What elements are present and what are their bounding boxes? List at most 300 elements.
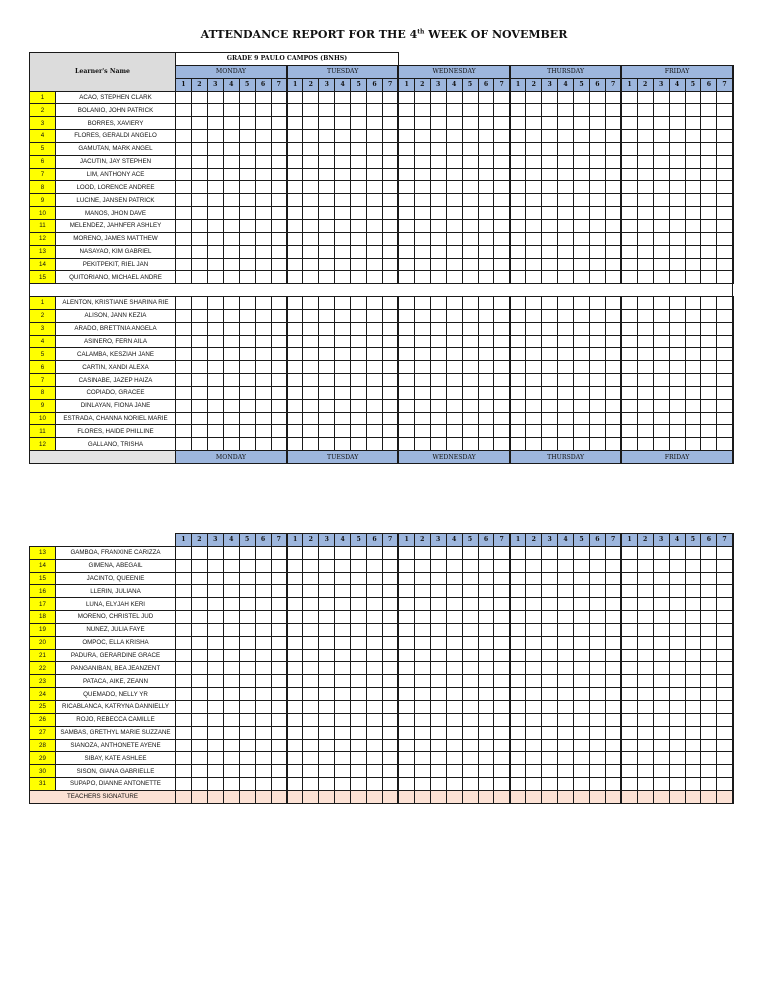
attendance-cell[interactable] <box>621 361 637 374</box>
attendance-cell[interactable] <box>637 258 653 271</box>
attendance-cell[interactable] <box>382 194 398 207</box>
attendance-cell[interactable] <box>478 117 494 130</box>
attendance-cell[interactable] <box>637 91 653 104</box>
attendance-cell[interactable] <box>319 348 335 361</box>
attendance-cell[interactable] <box>367 361 383 374</box>
attendance-cell[interactable] <box>239 207 255 220</box>
attendance-cell[interactable] <box>351 155 367 168</box>
attendance-cell[interactable] <box>255 649 271 662</box>
attendance-cell[interactable] <box>207 662 223 675</box>
attendance-cell[interactable] <box>351 130 367 143</box>
attendance-cell[interactable] <box>430 374 446 387</box>
attendance-cell[interactable] <box>271 559 287 572</box>
attendance-cell[interactable] <box>207 361 223 374</box>
attendance-cell[interactable] <box>701 168 717 181</box>
attendance-cell[interactable] <box>510 386 526 399</box>
attendance-cell[interactable] <box>223 258 239 271</box>
attendance-cell[interactable] <box>255 245 271 258</box>
attendance-cell[interactable] <box>669 104 685 117</box>
attendance-cell[interactable] <box>255 399 271 412</box>
attendance-cell[interactable] <box>701 546 717 559</box>
attendance-cell[interactable] <box>414 194 430 207</box>
attendance-cell[interactable] <box>176 425 192 438</box>
attendance-cell[interactable] <box>271 232 287 245</box>
attendance-cell[interactable] <box>621 181 637 194</box>
attendance-cell[interactable] <box>653 348 669 361</box>
attendance-cell[interactable] <box>494 117 510 130</box>
attendance-cell[interactable] <box>701 399 717 412</box>
attendance-cell[interactable] <box>526 168 542 181</box>
attendance-cell[interactable] <box>223 117 239 130</box>
attendance-cell[interactable] <box>191 752 207 765</box>
attendance-cell[interactable] <box>271 374 287 387</box>
attendance-cell[interactable] <box>271 675 287 688</box>
attendance-cell[interactable] <box>351 662 367 675</box>
attendance-cell[interactable] <box>637 374 653 387</box>
attendance-cell[interactable] <box>398 662 414 675</box>
attendance-cell[interactable] <box>574 322 590 335</box>
attendance-cell[interactable] <box>255 739 271 752</box>
attendance-cell[interactable] <box>319 778 335 791</box>
attendance-cell[interactable] <box>462 752 478 765</box>
attendance-cell[interactable] <box>430 361 446 374</box>
attendance-cell[interactable] <box>319 142 335 155</box>
attendance-cell[interactable] <box>351 425 367 438</box>
attendance-cell[interactable] <box>255 700 271 713</box>
attendance-cell[interactable] <box>382 611 398 624</box>
attendance-cell[interactable] <box>430 611 446 624</box>
attendance-cell[interactable] <box>558 399 574 412</box>
attendance-cell[interactable] <box>701 636 717 649</box>
attendance-cell[interactable] <box>446 104 462 117</box>
attendance-cell[interactable] <box>653 219 669 232</box>
attendance-cell[interactable] <box>207 322 223 335</box>
signature-cell[interactable] <box>637 790 653 803</box>
attendance-cell[interactable] <box>653 297 669 310</box>
attendance-cell[interactable] <box>414 752 430 765</box>
attendance-cell[interactable] <box>669 765 685 778</box>
attendance-cell[interactable] <box>574 245 590 258</box>
attendance-cell[interactable] <box>351 412 367 425</box>
attendance-cell[interactable] <box>239 335 255 348</box>
attendance-cell[interactable] <box>510 168 526 181</box>
attendance-cell[interactable] <box>367 386 383 399</box>
attendance-cell[interactable] <box>239 649 255 662</box>
attendance-cell[interactable] <box>239 168 255 181</box>
attendance-cell[interactable] <box>303 168 319 181</box>
attendance-cell[interactable] <box>191 245 207 258</box>
attendance-cell[interactable] <box>239 322 255 335</box>
attendance-cell[interactable] <box>207 207 223 220</box>
attendance-cell[interactable] <box>574 598 590 611</box>
attendance-cell[interactable] <box>303 713 319 726</box>
attendance-cell[interactable] <box>271 688 287 701</box>
attendance-cell[interactable] <box>367 611 383 624</box>
attendance-cell[interactable] <box>191 117 207 130</box>
attendance-cell[interactable] <box>430 636 446 649</box>
attendance-cell[interactable] <box>669 675 685 688</box>
attendance-cell[interactable] <box>176 181 192 194</box>
signature-cell[interactable] <box>526 790 542 803</box>
attendance-cell[interactable] <box>621 700 637 713</box>
attendance-cell[interactable] <box>669 425 685 438</box>
attendance-cell[interactable] <box>382 374 398 387</box>
attendance-cell[interactable] <box>287 399 303 412</box>
attendance-cell[interactable] <box>669 386 685 399</box>
attendance-cell[interactable] <box>191 219 207 232</box>
attendance-cell[interactable] <box>446 374 462 387</box>
attendance-cell[interactable] <box>653 688 669 701</box>
attendance-cell[interactable] <box>494 623 510 636</box>
attendance-cell[interactable] <box>271 412 287 425</box>
attendance-cell[interactable] <box>223 752 239 765</box>
attendance-cell[interactable] <box>621 662 637 675</box>
attendance-cell[interactable] <box>621 232 637 245</box>
attendance-cell[interactable] <box>271 611 287 624</box>
attendance-cell[interactable] <box>637 361 653 374</box>
attendance-cell[interactable] <box>382 258 398 271</box>
attendance-cell[interactable] <box>335 700 351 713</box>
attendance-cell[interactable] <box>621 636 637 649</box>
attendance-cell[interactable] <box>605 181 621 194</box>
attendance-cell[interactable] <box>446 752 462 765</box>
attendance-cell[interactable] <box>605 585 621 598</box>
attendance-cell[interactable] <box>558 778 574 791</box>
attendance-cell[interactable] <box>605 623 621 636</box>
attendance-cell[interactable] <box>414 412 430 425</box>
attendance-cell[interactable] <box>303 271 319 284</box>
attendance-cell[interactable] <box>319 425 335 438</box>
attendance-cell[interactable] <box>367 348 383 361</box>
attendance-cell[interactable] <box>510 322 526 335</box>
attendance-cell[interactable] <box>653 611 669 624</box>
attendance-cell[interactable] <box>510 219 526 232</box>
attendance-cell[interactable] <box>303 399 319 412</box>
attendance-cell[interactable] <box>589 297 605 310</box>
attendance-cell[interactable] <box>478 194 494 207</box>
attendance-cell[interactable] <box>462 322 478 335</box>
attendance-cell[interactable] <box>526 675 542 688</box>
attendance-cell[interactable] <box>255 207 271 220</box>
attendance-cell[interactable] <box>446 739 462 752</box>
attendance-cell[interactable] <box>382 386 398 399</box>
attendance-cell[interactable] <box>494 219 510 232</box>
attendance-cell[interactable] <box>669 778 685 791</box>
attendance-cell[interactable] <box>574 611 590 624</box>
attendance-cell[interactable] <box>191 713 207 726</box>
attendance-cell[interactable] <box>398 623 414 636</box>
attendance-cell[interactable] <box>574 585 590 598</box>
attendance-cell[interactable] <box>589 739 605 752</box>
attendance-cell[interactable] <box>701 598 717 611</box>
attendance-cell[interactable] <box>462 438 478 451</box>
attendance-cell[interactable] <box>271 778 287 791</box>
attendance-cell[interactable] <box>176 636 192 649</box>
attendance-cell[interactable] <box>351 245 367 258</box>
attendance-cell[interactable] <box>621 91 637 104</box>
attendance-cell[interactable] <box>223 649 239 662</box>
attendance-cell[interactable] <box>589 258 605 271</box>
attendance-cell[interactable] <box>398 104 414 117</box>
attendance-cell[interactable] <box>335 361 351 374</box>
attendance-cell[interactable] <box>510 778 526 791</box>
attendance-cell[interactable] <box>398 168 414 181</box>
attendance-cell[interactable] <box>398 598 414 611</box>
attendance-cell[interactable] <box>542 297 558 310</box>
attendance-cell[interactable] <box>621 322 637 335</box>
attendance-cell[interactable] <box>621 611 637 624</box>
attendance-cell[interactable] <box>239 438 255 451</box>
signature-cell[interactable] <box>717 790 733 803</box>
attendance-cell[interactable] <box>510 245 526 258</box>
attendance-cell[interactable] <box>446 649 462 662</box>
attendance-cell[interactable] <box>621 104 637 117</box>
attendance-cell[interactable] <box>494 412 510 425</box>
attendance-cell[interactable] <box>398 572 414 585</box>
attendance-cell[interactable] <box>287 739 303 752</box>
attendance-cell[interactable] <box>462 778 478 791</box>
attendance-cell[interactable] <box>271 271 287 284</box>
attendance-cell[interactable] <box>239 258 255 271</box>
attendance-cell[interactable] <box>287 765 303 778</box>
attendance-cell[interactable] <box>717 713 733 726</box>
attendance-cell[interactable] <box>191 611 207 624</box>
attendance-cell[interactable] <box>176 297 192 310</box>
attendance-cell[interactable] <box>717 386 733 399</box>
attendance-cell[interactable] <box>414 142 430 155</box>
attendance-cell[interactable] <box>303 438 319 451</box>
attendance-cell[interactable] <box>223 611 239 624</box>
attendance-cell[interactable] <box>462 675 478 688</box>
attendance-cell[interactable] <box>207 297 223 310</box>
attendance-cell[interactable] <box>223 700 239 713</box>
attendance-cell[interactable] <box>303 662 319 675</box>
attendance-cell[interactable] <box>462 739 478 752</box>
attendance-cell[interactable] <box>542 412 558 425</box>
attendance-cell[interactable] <box>701 297 717 310</box>
attendance-cell[interactable] <box>637 181 653 194</box>
attendance-cell[interactable] <box>287 438 303 451</box>
attendance-cell[interactable] <box>430 130 446 143</box>
attendance-cell[interactable] <box>351 374 367 387</box>
attendance-cell[interactable] <box>542 386 558 399</box>
attendance-cell[interactable] <box>176 258 192 271</box>
attendance-cell[interactable] <box>446 130 462 143</box>
attendance-cell[interactable] <box>207 752 223 765</box>
attendance-cell[interactable] <box>207 739 223 752</box>
attendance-cell[interactable] <box>223 399 239 412</box>
attendance-cell[interactable] <box>176 585 192 598</box>
attendance-cell[interactable] <box>367 271 383 284</box>
attendance-cell[interactable] <box>669 271 685 284</box>
attendance-cell[interactable] <box>558 752 574 765</box>
attendance-cell[interactable] <box>653 361 669 374</box>
attendance-cell[interactable] <box>605 726 621 739</box>
attendance-cell[interactable] <box>558 194 574 207</box>
attendance-cell[interactable] <box>574 726 590 739</box>
attendance-cell[interactable] <box>605 168 621 181</box>
attendance-cell[interactable] <box>478 611 494 624</box>
attendance-cell[interactable] <box>176 726 192 739</box>
attendance-cell[interactable] <box>685 194 701 207</box>
attendance-cell[interactable] <box>430 399 446 412</box>
attendance-cell[interactable] <box>542 322 558 335</box>
attendance-cell[interactable] <box>542 700 558 713</box>
attendance-cell[interactable] <box>239 130 255 143</box>
attendance-cell[interactable] <box>669 739 685 752</box>
attendance-cell[interactable] <box>478 572 494 585</box>
attendance-cell[interactable] <box>207 412 223 425</box>
attendance-cell[interactable] <box>351 91 367 104</box>
attendance-cell[interactable] <box>478 361 494 374</box>
attendance-cell[interactable] <box>494 649 510 662</box>
attendance-cell[interactable] <box>717 181 733 194</box>
attendance-cell[interactable] <box>382 297 398 310</box>
attendance-cell[interactable] <box>335 168 351 181</box>
attendance-cell[interactable] <box>176 348 192 361</box>
attendance-cell[interactable] <box>207 130 223 143</box>
attendance-cell[interactable] <box>287 412 303 425</box>
attendance-cell[interactable] <box>319 636 335 649</box>
attendance-cell[interactable] <box>574 700 590 713</box>
attendance-cell[interactable] <box>574 412 590 425</box>
attendance-cell[interactable] <box>574 752 590 765</box>
attendance-cell[interactable] <box>669 412 685 425</box>
attendance-cell[interactable] <box>191 374 207 387</box>
attendance-cell[interactable] <box>367 142 383 155</box>
attendance-cell[interactable] <box>303 559 319 572</box>
attendance-cell[interactable] <box>510 271 526 284</box>
attendance-cell[interactable] <box>542 688 558 701</box>
signature-cell[interactable] <box>542 790 558 803</box>
attendance-cell[interactable] <box>717 585 733 598</box>
attendance-cell[interactable] <box>510 713 526 726</box>
attendance-cell[interactable] <box>382 438 398 451</box>
attendance-cell[interactable] <box>367 572 383 585</box>
attendance-cell[interactable] <box>367 649 383 662</box>
attendance-cell[interactable] <box>414 649 430 662</box>
attendance-cell[interactable] <box>685 765 701 778</box>
attendance-cell[interactable] <box>319 168 335 181</box>
attendance-cell[interactable] <box>191 636 207 649</box>
attendance-cell[interactable] <box>478 142 494 155</box>
attendance-cell[interactable] <box>335 739 351 752</box>
attendance-cell[interactable] <box>207 559 223 572</box>
attendance-cell[interactable] <box>446 142 462 155</box>
attendance-cell[interactable] <box>303 598 319 611</box>
attendance-cell[interactable] <box>621 399 637 412</box>
attendance-cell[interactable] <box>494 688 510 701</box>
attendance-cell[interactable] <box>701 778 717 791</box>
attendance-cell[interactable] <box>526 245 542 258</box>
attendance-cell[interactable] <box>207 585 223 598</box>
attendance-cell[interactable] <box>510 700 526 713</box>
attendance-cell[interactable] <box>653 559 669 572</box>
attendance-cell[interactable] <box>176 752 192 765</box>
attendance-cell[interactable] <box>462 297 478 310</box>
attendance-cell[interactable] <box>255 662 271 675</box>
attendance-cell[interactable] <box>621 168 637 181</box>
attendance-cell[interactable] <box>589 194 605 207</box>
attendance-cell[interactable] <box>478 386 494 399</box>
attendance-cell[interactable] <box>414 778 430 791</box>
attendance-cell[interactable] <box>207 399 223 412</box>
attendance-cell[interactable] <box>589 207 605 220</box>
attendance-cell[interactable] <box>176 546 192 559</box>
attendance-cell[interactable] <box>207 765 223 778</box>
signature-cell[interactable] <box>335 790 351 803</box>
attendance-cell[interactable] <box>335 386 351 399</box>
attendance-cell[interactable] <box>637 194 653 207</box>
attendance-cell[interactable] <box>462 598 478 611</box>
attendance-cell[interactable] <box>414 181 430 194</box>
attendance-cell[interactable] <box>510 649 526 662</box>
attendance-cell[interactable] <box>176 219 192 232</box>
attendance-cell[interactable] <box>430 309 446 322</box>
attendance-cell[interactable] <box>239 245 255 258</box>
attendance-cell[interactable] <box>191 700 207 713</box>
attendance-cell[interactable] <box>191 335 207 348</box>
attendance-cell[interactable] <box>526 91 542 104</box>
attendance-cell[interactable] <box>558 713 574 726</box>
attendance-cell[interactable] <box>653 713 669 726</box>
attendance-cell[interactable] <box>287 181 303 194</box>
signature-cell[interactable] <box>367 790 383 803</box>
attendance-cell[interactable] <box>351 348 367 361</box>
attendance-cell[interactable] <box>717 700 733 713</box>
attendance-cell[interactable] <box>717 623 733 636</box>
attendance-cell[interactable] <box>558 598 574 611</box>
attendance-cell[interactable] <box>430 752 446 765</box>
attendance-cell[interactable] <box>414 271 430 284</box>
attendance-cell[interactable] <box>367 438 383 451</box>
attendance-cell[interactable] <box>398 399 414 412</box>
attendance-cell[interactable] <box>335 322 351 335</box>
attendance-cell[interactable] <box>494 662 510 675</box>
attendance-cell[interactable] <box>462 181 478 194</box>
attendance-cell[interactable] <box>398 155 414 168</box>
attendance-cell[interactable] <box>176 155 192 168</box>
attendance-cell[interactable] <box>653 752 669 765</box>
attendance-cell[interactable] <box>319 611 335 624</box>
attendance-cell[interactable] <box>701 130 717 143</box>
attendance-cell[interactable] <box>382 662 398 675</box>
attendance-cell[interactable] <box>191 585 207 598</box>
attendance-cell[interactable] <box>685 245 701 258</box>
attendance-cell[interactable] <box>367 700 383 713</box>
attendance-cell[interactable] <box>367 765 383 778</box>
attendance-cell[interactable] <box>191 649 207 662</box>
attendance-cell[interactable] <box>223 309 239 322</box>
attendance-cell[interactable] <box>398 713 414 726</box>
attendance-cell[interactable] <box>478 598 494 611</box>
attendance-cell[interactable] <box>287 168 303 181</box>
attendance-cell[interactable] <box>382 104 398 117</box>
attendance-cell[interactable] <box>605 739 621 752</box>
attendance-cell[interactable] <box>685 778 701 791</box>
attendance-cell[interactable] <box>207 117 223 130</box>
attendance-cell[interactable] <box>303 245 319 258</box>
attendance-cell[interactable] <box>430 104 446 117</box>
attendance-cell[interactable] <box>223 726 239 739</box>
attendance-cell[interactable] <box>637 386 653 399</box>
attendance-cell[interactable] <box>335 117 351 130</box>
attendance-cell[interactable] <box>526 546 542 559</box>
attendance-cell[interactable] <box>701 700 717 713</box>
attendance-cell[interactable] <box>685 374 701 387</box>
attendance-cell[interactable] <box>191 155 207 168</box>
attendance-cell[interactable] <box>621 546 637 559</box>
